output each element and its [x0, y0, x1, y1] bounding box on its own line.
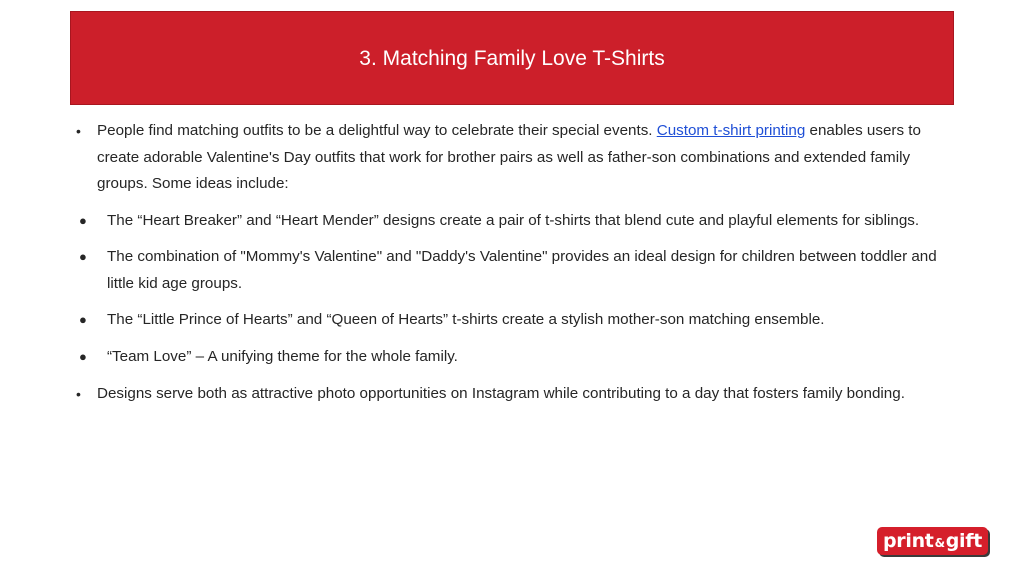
idea-text: “Team Love” – A unifying theme for the whole family.	[107, 347, 458, 365]
print-and-gift-logo	[877, 527, 988, 555]
slide-title: 3. Matching Family Love T-Shirts	[359, 47, 665, 70]
title-bar	[70, 11, 954, 105]
closing-paragraph	[74, 381, 944, 408]
idea-text: The “Little Prince of Hearts” and “Queen of Hearts” t-shirts create a stylish mother-son matching ensemble.	[107, 311, 825, 328]
logo-text-print: print	[882, 530, 934, 552]
intro-text-end: enables users to create adorable Valentine's Day outfits that work for brother pairs as well as father-son combinations and extended family groups. Some ideas include:	[97, 122, 921, 192]
bullet-icon: ●	[79, 212, 87, 228]
bullet-icon: ●	[79, 348, 87, 364]
idea-list-item	[74, 208, 944, 235]
idea-text: The “Heart Breaker” and “Heart Mender” designs create a pair of t-shirts that blend cute and playful elements for siblings.	[107, 211, 920, 229]
custom-printing-link[interactable]: Custom t-shirt printing	[656, 122, 806, 139]
idea-text: The combination of "Mommy's Valentine" and "Daddy's Valentine" provides an ideal design for children between toddler and little kid age groups.	[107, 248, 937, 292]
bullet-icon: ●	[79, 312, 87, 327]
bullet-icon: •	[76, 386, 81, 402]
idea-list-item	[74, 244, 944, 297]
bullet-icon: ●	[79, 249, 87, 264]
intro-paragraph	[74, 118, 944, 198]
idea-list-item	[74, 307, 944, 334]
idea-list-item	[74, 344, 944, 371]
intro-text-start: People find matching outfits to be a delightful way to celebrate their special events.	[97, 122, 657, 139]
closing-text: Designs serve both as attractive photo opportunities on Instagram while contributing to a day that fosters family bonding.	[97, 385, 905, 402]
logo-text-gift: gift	[945, 530, 983, 552]
bullet-icon: •	[76, 123, 81, 139]
slide-content	[74, 118, 944, 408]
logo-ampersand: &	[934, 536, 945, 550]
